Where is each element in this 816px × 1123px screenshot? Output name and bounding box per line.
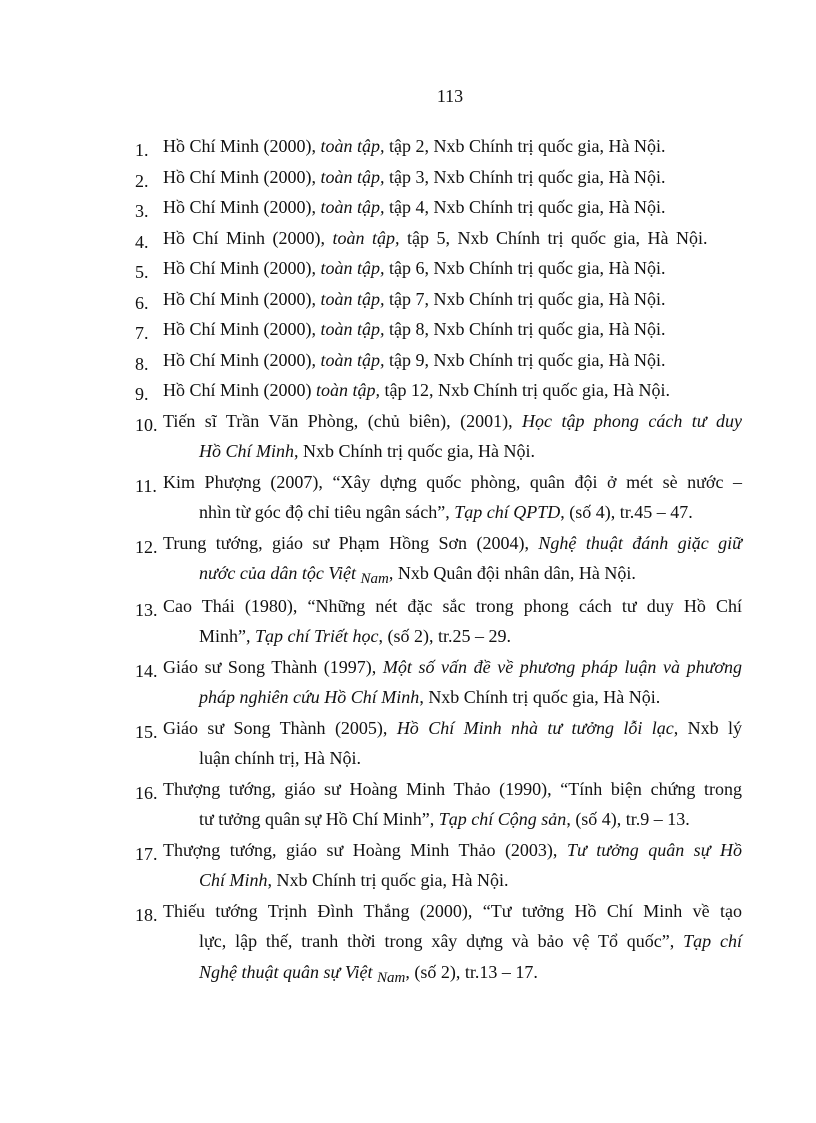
reference-item-7 bbox=[132, 314, 742, 345]
reference-text: Thượng tướng, giáo sư Hoàng Minh Thảo (1990), “Tính biện chứng trong bbox=[163, 778, 742, 799]
reference-author: Hồ Chí Minh (2000) bbox=[163, 380, 316, 400]
reference-item-10 bbox=[132, 406, 742, 467]
reference-text: tư tưởng quân sự Hồ Chí Minh”, bbox=[199, 809, 439, 829]
reference-item-13 bbox=[132, 591, 742, 652]
reference-text: Cao Thái (1980), “Những nét đặc sắc trong phong cách tư duy Hồ Chí bbox=[163, 595, 742, 616]
reference-text: Thượng tướng, giáo sư Hoàng Minh Thảo (2003), bbox=[163, 839, 567, 860]
reference-details: , (số 4), tr.45 – 47. bbox=[560, 502, 693, 522]
reference-number: 1. bbox=[135, 140, 149, 160]
reference-list bbox=[132, 131, 742, 989]
reference-title: toàn tập, bbox=[320, 166, 385, 187]
reference-number: 15. bbox=[135, 721, 158, 742]
reference-item-9 bbox=[132, 375, 742, 406]
reference-details: tập 12, Nxb Chính trị quốc gia, Hà Nội. bbox=[380, 380, 670, 400]
reference-item-3 bbox=[132, 192, 742, 223]
reference-details: , Nxb Quân đội nhân dân, Hà Nội. bbox=[388, 563, 636, 583]
reference-text: Minh”, bbox=[199, 626, 255, 646]
reference-number: 18. bbox=[135, 904, 158, 925]
reference-title: toàn tập, bbox=[332, 227, 400, 248]
reference-title: Học tập phong cách tư duy bbox=[522, 410, 743, 431]
reference-details: , Nxb Chính trị quốc gia, Hà Nội. bbox=[294, 441, 535, 461]
reference-title: nước của dân tộc Việt bbox=[199, 563, 361, 583]
reference-details: , (số 2), tr.13 – 17. bbox=[405, 961, 538, 982]
reference-number: 5. bbox=[135, 262, 149, 282]
reference-journal: Tạp chí bbox=[683, 931, 742, 951]
reference-author: Hồ Chí Minh (2000), bbox=[163, 136, 321, 156]
reference-number: 11. bbox=[135, 475, 157, 496]
reference-journal: Tạp chí Triết học bbox=[255, 626, 379, 646]
reference-details: tập 9, Nxb Chính trị quốc gia, Hà Nội. bbox=[384, 349, 666, 370]
reference-details: , Nxb Chính trị quốc gia, Hà Nội. bbox=[267, 870, 509, 890]
reference-item-11 bbox=[132, 467, 742, 528]
reference-text: Kim Phượng (2007), “Xây dựng quốc phòng, quân đội ở mét sè nước – bbox=[163, 471, 742, 492]
reference-author: Hồ Chí Minh (2000), bbox=[163, 319, 321, 339]
reference-item-12 bbox=[132, 528, 742, 591]
reference-title: toàn tập, bbox=[320, 258, 385, 278]
reference-details: tập 7, Nxb Chính trị quốc gia, Hà Nội. bbox=[384, 288, 666, 309]
reference-details: tập 2, Nxb Chính trị quốc gia, Hà Nội. bbox=[384, 136, 666, 156]
reference-title: toàn tập, bbox=[316, 380, 381, 400]
reference-details: tập 5, Nxb Chính trị quốc gia, Hà Nội. bbox=[399, 227, 708, 248]
reference-number: 12. bbox=[135, 536, 158, 557]
reference-title: toàn tập, bbox=[320, 197, 385, 217]
reference-title: toàn tập, bbox=[320, 288, 385, 309]
reference-number: 6. bbox=[135, 292, 149, 313]
reference-item-14 bbox=[132, 652, 742, 713]
reference-number: 17. bbox=[135, 843, 158, 864]
reference-item-1 bbox=[132, 131, 742, 162]
reference-title: Một số vấn đề về phương pháp luận và phương bbox=[382, 656, 742, 677]
reference-details: tập 3, Nxb Chính trị quốc gia, Hà Nội. bbox=[384, 166, 666, 187]
reference-details: tập 8, Nxb Chính trị quốc gia, Hà Nội. bbox=[384, 319, 666, 339]
reference-text: Tiến sĩ Trần Văn Phòng, (chủ biên), (2001), bbox=[163, 410, 523, 431]
reference-title: toàn tập, bbox=[320, 319, 385, 339]
reference-title: toàn tập, bbox=[320, 349, 385, 370]
reference-text: Giáo sư Song Thành (1997), bbox=[163, 656, 383, 677]
reference-title: Chí Minh bbox=[199, 870, 268, 890]
reference-item-6 bbox=[132, 284, 742, 315]
reference-number: 14. bbox=[135, 660, 158, 681]
reference-text: Thiếu tướng Trịnh Đình Thắng (2000), “Tư tưởng Hồ Chí Minh về tạo bbox=[163, 900, 742, 921]
reference-author: Hồ Chí Minh (2000), bbox=[163, 258, 321, 278]
reference-journal: Nghệ thuật quân sự Việt bbox=[199, 961, 377, 982]
reference-number: 8. bbox=[135, 353, 149, 374]
reference-number: 4. bbox=[135, 231, 149, 252]
reference-journal: Tạp chí QPTD bbox=[454, 502, 561, 522]
reference-text: Giáo sư Song Thành (2005), bbox=[163, 717, 397, 738]
reference-journal: Tạp chí Cộng sản bbox=[438, 809, 567, 829]
reference-number: 16. bbox=[135, 782, 158, 803]
reference-item-2 bbox=[132, 162, 742, 193]
reference-title: toàn tập, bbox=[320, 136, 385, 156]
reference-item-5 bbox=[132, 253, 742, 284]
reference-number: 7. bbox=[135, 323, 149, 343]
reference-title: Nghệ thuật đánh giặc giữ bbox=[538, 532, 742, 553]
reference-item-17 bbox=[132, 835, 742, 896]
reference-details: luận chính trị, Hà Nội. bbox=[199, 748, 361, 768]
reference-author: Hồ Chí Minh (2000), bbox=[163, 197, 321, 217]
reference-title: Hồ Chí Minh bbox=[199, 441, 295, 461]
reference-item-4 bbox=[132, 223, 742, 254]
reference-title: Tư tưởng quân sự Hồ bbox=[566, 839, 743, 860]
reference-details: tập 4, Nxb Chính trị quốc gia, Hà Nội. bbox=[384, 197, 666, 217]
reference-number: 2. bbox=[135, 170, 149, 191]
reference-item-16 bbox=[132, 774, 742, 835]
reference-details: , (số 4), tr.9 – 13. bbox=[566, 809, 690, 829]
reference-details: , (số 2), tr.25 – 29. bbox=[378, 626, 512, 646]
reference-author: Hồ Chí Minh (2000), bbox=[163, 166, 321, 187]
reference-item-15 bbox=[132, 713, 742, 774]
reference-author: Hồ Chí Minh (2000), bbox=[163, 349, 321, 370]
reference-title: pháp nghiên cứu Hồ Chí Minh bbox=[199, 687, 420, 707]
reference-text: Trung tướng, giáo sư Phạm Hồng Sơn (2004), bbox=[163, 532, 539, 553]
reference-text: lực, lập thế, tranh thời trong xây dựng và bảo vệ Tổ quốc”, bbox=[199, 931, 684, 951]
reference-number: 10. bbox=[135, 414, 158, 435]
reference-item-18 bbox=[132, 896, 742, 990]
reference-title-small: Nam bbox=[360, 571, 389, 587]
page-number: 113 bbox=[436, 86, 464, 106]
reference-author: Hồ Chí Minh (2000), bbox=[163, 288, 321, 309]
reference-title: Hồ Chí Minh nhà tư tưởng lỗi lạc bbox=[396, 717, 674, 738]
reference-text: nhìn từ góc độ chỉ tiêu ngân sách”, bbox=[199, 502, 455, 522]
reference-number: 3. bbox=[135, 201, 149, 221]
reference-item-8 bbox=[132, 345, 742, 376]
reference-details: , Nxb lý bbox=[673, 717, 742, 738]
reference-journal-small: Nam bbox=[376, 969, 406, 986]
reference-details: , Nxb Chính trị quốc gia, Hà Nội. bbox=[419, 687, 661, 707]
reference-number: 9. bbox=[135, 384, 149, 404]
reference-author: Hồ Chí Minh (2000), bbox=[163, 227, 333, 248]
reference-number: 13. bbox=[135, 599, 158, 620]
reference-details: tập 6, Nxb Chính trị quốc gia, Hà Nội. bbox=[384, 258, 666, 278]
